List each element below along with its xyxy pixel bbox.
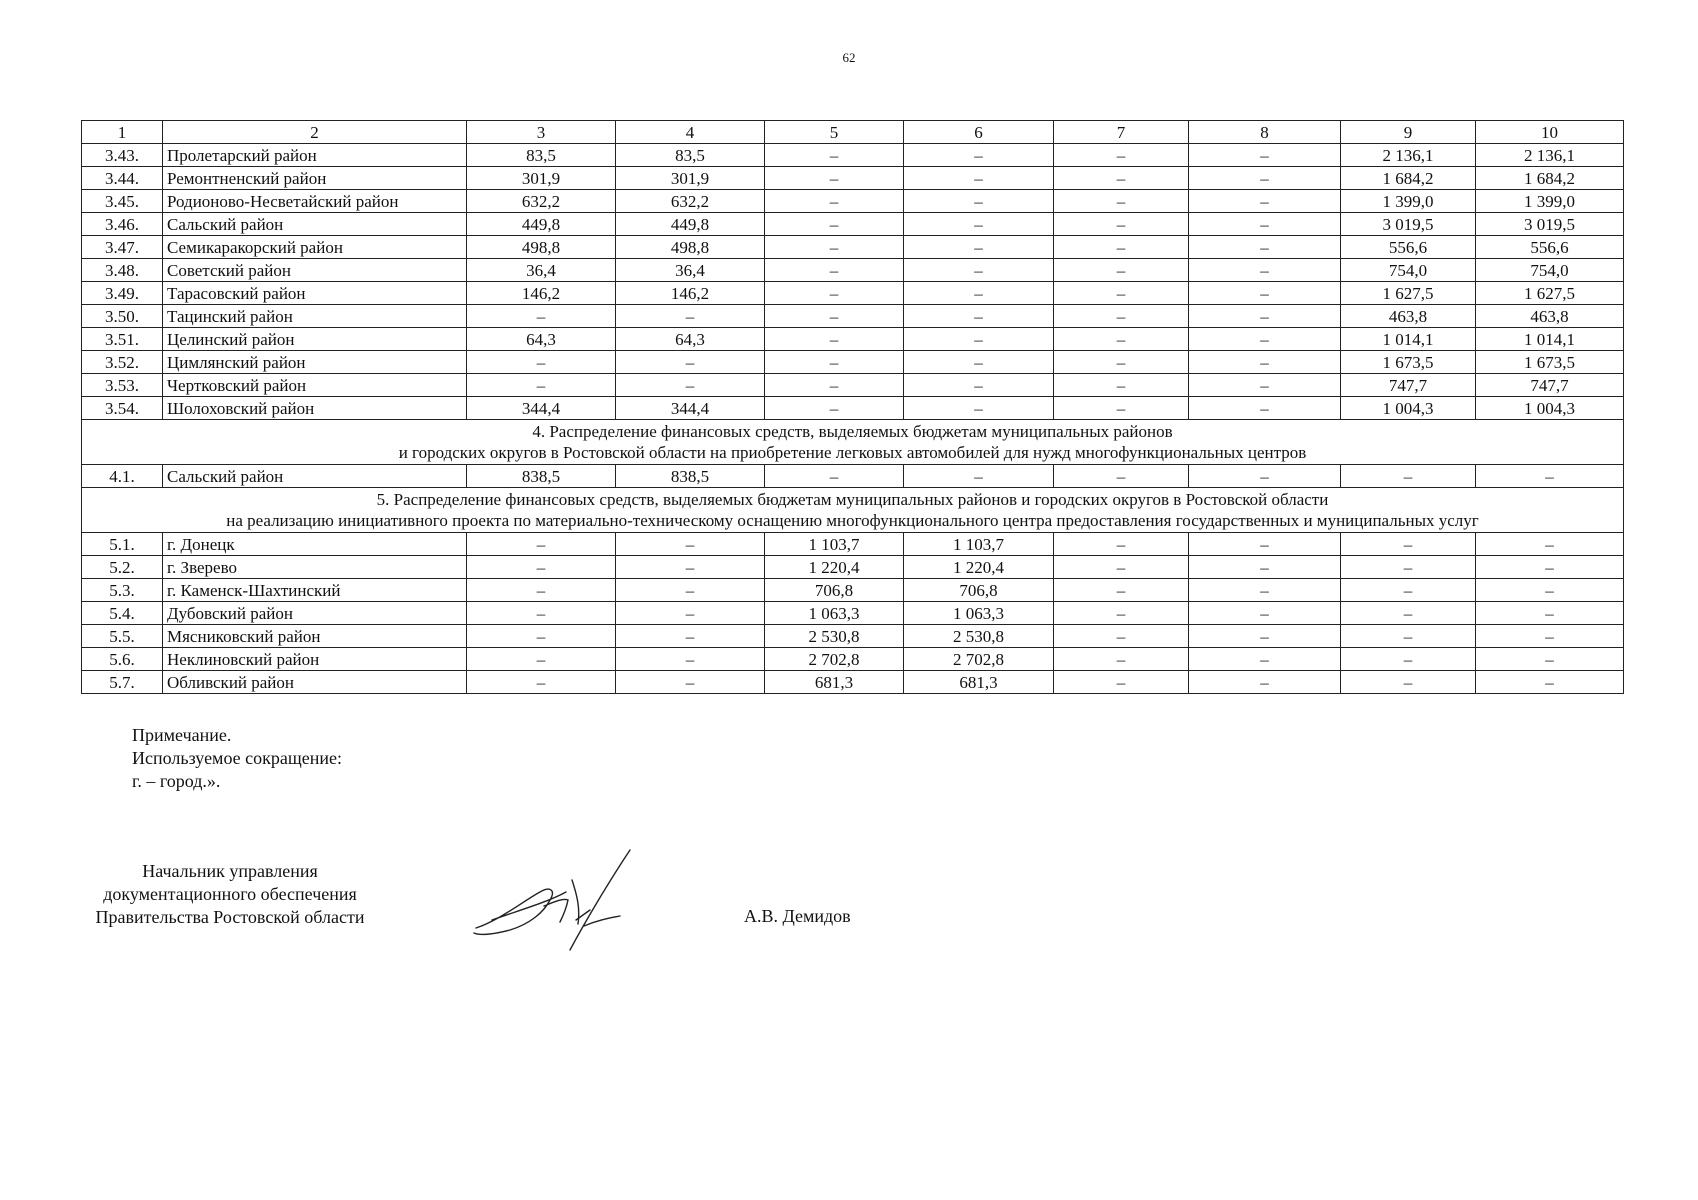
row-number-cell: 5.2. (82, 556, 163, 579)
value-cell: – (1054, 328, 1189, 351)
value-cell: 1 004,3 (1476, 397, 1624, 420)
value-cell: – (1189, 190, 1341, 213)
section-title (82, 488, 1624, 533)
table-row (82, 556, 1624, 579)
row-number-cell: 3.50. (82, 305, 163, 328)
value-cell: – (765, 259, 904, 282)
name-cell: Цимлянский район (163, 351, 467, 374)
value-cell: 1 103,7 (904, 533, 1054, 556)
name-cell: Ремонтненский район (163, 167, 467, 190)
value-cell: 2 136,1 (1341, 144, 1476, 167)
value-cell: 706,8 (765, 579, 904, 602)
value-cell: 681,3 (904, 671, 1054, 694)
value-cell: – (765, 374, 904, 397)
value-cell: – (467, 625, 616, 648)
value-cell: 747,7 (1341, 374, 1476, 397)
name-cell: Тацинский район (163, 305, 467, 328)
column-number-cell: 7 (1054, 121, 1189, 144)
note-abbrev-title: Используемое сокращение: (132, 748, 342, 768)
name-cell: Чертковский район (163, 374, 467, 397)
value-cell: – (904, 374, 1054, 397)
value-cell: 449,8 (467, 213, 616, 236)
value-cell: 706,8 (904, 579, 1054, 602)
value-cell: 146,2 (467, 282, 616, 305)
value-cell: – (765, 167, 904, 190)
value-cell: – (1054, 351, 1189, 374)
name-cell: г. Зверево (163, 556, 467, 579)
value-cell: 1 627,5 (1341, 282, 1476, 305)
column-number-cell: 4 (616, 121, 765, 144)
value-cell: – (1189, 259, 1341, 282)
value-cell: – (1189, 465, 1341, 488)
value-cell: 1 673,5 (1341, 351, 1476, 374)
value-cell: – (1054, 602, 1189, 625)
value-cell: 1 004,3 (1341, 397, 1476, 420)
value-cell: – (1476, 671, 1624, 694)
value-cell: – (1189, 397, 1341, 420)
value-cell: – (1054, 305, 1189, 328)
value-cell: – (904, 213, 1054, 236)
value-cell: – (1054, 190, 1189, 213)
table-row (82, 167, 1624, 190)
row-number-cell: 5.5. (82, 625, 163, 648)
value-cell: 754,0 (1476, 259, 1624, 282)
value-cell: – (1189, 625, 1341, 648)
value-cell: – (1189, 556, 1341, 579)
column-number-cell: 6 (904, 121, 1054, 144)
table-row (82, 236, 1624, 259)
value-cell: – (1189, 648, 1341, 671)
value-cell: 3 019,5 (1476, 213, 1624, 236)
value-cell: – (1189, 305, 1341, 328)
value-cell: – (1341, 465, 1476, 488)
value-cell: – (467, 305, 616, 328)
value-cell: 146,2 (616, 282, 765, 305)
name-cell: Тарасовский район (163, 282, 467, 305)
row-number-cell: 3.47. (82, 236, 163, 259)
value-cell: – (765, 465, 904, 488)
table-row (82, 305, 1624, 328)
name-cell: Родионово-Несветайский район (163, 190, 467, 213)
column-number-cell: 2 (163, 121, 467, 144)
table-row (82, 671, 1624, 694)
value-cell: 1 684,2 (1341, 167, 1476, 190)
row-number-cell: 5.7. (82, 671, 163, 694)
name-cell: Целинский район (163, 328, 467, 351)
value-cell: – (1341, 579, 1476, 602)
value-cell: – (904, 282, 1054, 305)
value-cell: – (616, 602, 765, 625)
value-cell: – (1054, 213, 1189, 236)
value-cell: – (1054, 374, 1189, 397)
table-row (82, 625, 1624, 648)
value-cell: – (904, 351, 1054, 374)
value-cell: – (1054, 465, 1189, 488)
value-cell: – (1341, 556, 1476, 579)
value-cell: – (1054, 579, 1189, 602)
value-cell: 681,3 (765, 671, 904, 694)
value-cell: – (904, 397, 1054, 420)
value-cell: – (904, 190, 1054, 213)
value-cell: – (1054, 282, 1189, 305)
table-row (82, 465, 1624, 488)
column-number-cell: 1 (82, 121, 163, 144)
value-cell: – (1054, 397, 1189, 420)
value-cell: 83,5 (467, 144, 616, 167)
value-cell: – (1189, 533, 1341, 556)
value-cell: 1 399,0 (1476, 190, 1624, 213)
value-cell: – (467, 351, 616, 374)
value-cell: – (467, 602, 616, 625)
note-title: Примечание. (132, 725, 232, 745)
row-number-cell: 5.3. (82, 579, 163, 602)
name-cell: Мясниковский район (163, 625, 467, 648)
value-cell: 36,4 (616, 259, 765, 282)
value-cell: – (467, 648, 616, 671)
value-cell: 36,4 (467, 259, 616, 282)
value-cell: – (1476, 533, 1624, 556)
table-row (82, 374, 1624, 397)
value-cell: 2 530,8 (765, 625, 904, 648)
table-row (82, 328, 1624, 351)
value-cell: 498,8 (616, 236, 765, 259)
value-cell: 301,9 (616, 167, 765, 190)
value-cell: – (765, 397, 904, 420)
section-4-header-row (82, 420, 1624, 465)
table-header-row (82, 121, 1624, 144)
value-cell: – (616, 351, 765, 374)
row-number-cell: 3.48. (82, 259, 163, 282)
value-cell: 344,4 (616, 397, 765, 420)
name-cell: Шолоховский район (163, 397, 467, 420)
value-cell: – (1189, 374, 1341, 397)
table-row (82, 282, 1624, 305)
row-number-cell: 3.44. (82, 167, 163, 190)
value-cell: 83,5 (616, 144, 765, 167)
table-row (82, 579, 1624, 602)
value-cell: – (1341, 602, 1476, 625)
value-cell: 1 063,3 (765, 602, 904, 625)
value-cell: 1 220,4 (765, 556, 904, 579)
value-cell: – (765, 351, 904, 374)
name-cell: Неклиновский район (163, 648, 467, 671)
section-5-header-row (82, 488, 1624, 533)
data-table (81, 120, 1624, 694)
value-cell: – (765, 213, 904, 236)
table-row (82, 648, 1624, 671)
value-cell: 449,8 (616, 213, 765, 236)
name-cell: Дубовский район (163, 602, 467, 625)
name-cell: г. Донецк (163, 533, 467, 556)
value-cell: – (1476, 465, 1624, 488)
value-cell: 632,2 (467, 190, 616, 213)
value-cell: – (616, 579, 765, 602)
value-cell: 838,5 (467, 465, 616, 488)
name-cell: Сальский район (163, 213, 467, 236)
value-cell: – (1189, 167, 1341, 190)
value-cell: – (1476, 602, 1624, 625)
table-row (82, 259, 1624, 282)
section-title-line-2: и городских округов в Ростовской области на приобретение легковых автомобилей для нужд многофункциональных центров (398, 443, 1307, 462)
column-number-cell: 9 (1341, 121, 1476, 144)
value-cell: – (1341, 648, 1476, 671)
value-cell: 2 702,8 (904, 648, 1054, 671)
position-line-2: документационного обеспечения (103, 884, 357, 904)
note-block (132, 724, 342, 793)
column-number-cell: 3 (467, 121, 616, 144)
name-cell: Обливский район (163, 671, 467, 694)
name-cell: Пролетарский район (163, 144, 467, 167)
name-cell: г. Каменск-Шахтинский (163, 579, 467, 602)
value-cell: – (765, 144, 904, 167)
value-cell: – (616, 648, 765, 671)
row-number-cell: 5.4. (82, 602, 163, 625)
value-cell: 1 063,3 (904, 602, 1054, 625)
value-cell: – (1189, 282, 1341, 305)
value-cell: – (1476, 579, 1624, 602)
value-cell: 64,3 (467, 328, 616, 351)
value-cell: – (1189, 579, 1341, 602)
value-cell: – (616, 556, 765, 579)
table-row (82, 213, 1624, 236)
value-cell: 632,2 (616, 190, 765, 213)
row-number-cell: 4.1. (82, 465, 163, 488)
value-cell: 838,5 (616, 465, 765, 488)
value-cell: – (904, 328, 1054, 351)
value-cell: – (765, 305, 904, 328)
value-cell: – (1189, 328, 1341, 351)
value-cell: – (904, 167, 1054, 190)
column-number-cell: 10 (1476, 121, 1624, 144)
value-cell: 3 019,5 (1341, 213, 1476, 236)
value-cell: – (765, 328, 904, 351)
value-cell: – (467, 374, 616, 397)
column-number-cell: 5 (765, 121, 904, 144)
table-row (82, 602, 1624, 625)
value-cell: 556,6 (1476, 236, 1624, 259)
value-cell: 1 103,7 (765, 533, 904, 556)
value-cell: – (1189, 351, 1341, 374)
value-cell: – (1054, 236, 1189, 259)
value-cell: – (765, 190, 904, 213)
page-number: 62 (842, 50, 856, 65)
value-cell: 2 136,1 (1476, 144, 1624, 167)
value-cell: 754,0 (1341, 259, 1476, 282)
value-cell: – (904, 259, 1054, 282)
row-number-cell: 3.52. (82, 351, 163, 374)
value-cell: – (467, 533, 616, 556)
value-cell: – (1341, 671, 1476, 694)
row-number-cell: 3.45. (82, 190, 163, 213)
table-row (82, 190, 1624, 213)
value-cell: – (1341, 625, 1476, 648)
value-cell: 556,6 (1341, 236, 1476, 259)
value-cell: – (616, 625, 765, 648)
value-cell: 2 530,8 (904, 625, 1054, 648)
value-cell: 1 014,1 (1341, 328, 1476, 351)
note-abbrev: г. – город.». (132, 771, 221, 791)
value-cell: 1 627,5 (1476, 282, 1624, 305)
row-number-cell: 5.6. (82, 648, 163, 671)
value-cell: – (1054, 167, 1189, 190)
row-number-cell: 3.46. (82, 213, 163, 236)
row-number-cell: 3.54. (82, 397, 163, 420)
value-cell: – (1189, 602, 1341, 625)
value-cell: 498,8 (467, 236, 616, 259)
column-number-cell: 8 (1189, 121, 1341, 144)
value-cell: 747,7 (1476, 374, 1624, 397)
value-cell: 301,9 (467, 167, 616, 190)
value-cell: 2 702,8 (765, 648, 904, 671)
value-cell: – (904, 236, 1054, 259)
row-number-cell: 3.51. (82, 328, 163, 351)
value-cell: – (1054, 671, 1189, 694)
value-cell: – (904, 465, 1054, 488)
section-title (82, 420, 1624, 465)
value-cell: – (1054, 625, 1189, 648)
value-cell: 1 399,0 (1341, 190, 1476, 213)
value-cell: 1 220,4 (904, 556, 1054, 579)
value-cell: – (1054, 144, 1189, 167)
value-cell: – (765, 282, 904, 305)
position-line-1: Начальник управления (142, 861, 318, 881)
table-row (82, 144, 1624, 167)
value-cell: – (1341, 533, 1476, 556)
row-number-cell: 5.1. (82, 533, 163, 556)
row-number-cell: 3.53. (82, 374, 163, 397)
value-cell: – (1054, 648, 1189, 671)
value-cell: – (1054, 259, 1189, 282)
table-row (82, 397, 1624, 420)
signatory-position (75, 860, 385, 929)
value-cell: – (1054, 533, 1189, 556)
name-cell: Советский район (163, 259, 467, 282)
table-row (82, 351, 1624, 374)
value-cell: – (1189, 236, 1341, 259)
value-cell: – (467, 579, 616, 602)
value-cell: – (1054, 556, 1189, 579)
value-cell: – (1476, 625, 1624, 648)
value-cell: – (1189, 213, 1341, 236)
value-cell: – (1476, 556, 1624, 579)
position-line-3: Правительства Ростовской области (95, 907, 365, 927)
value-cell: – (616, 533, 765, 556)
name-cell: Семикаракорский район (163, 236, 467, 259)
value-cell: 1 673,5 (1476, 351, 1624, 374)
value-cell: 463,8 (1341, 305, 1476, 328)
value-cell: – (1189, 671, 1341, 694)
value-cell: – (904, 144, 1054, 167)
row-number-cell: 3.49. (82, 282, 163, 305)
section-title-line-2: на реализацию инициативного проекта по материально-техническому оснащению многофункционального центра предоставления государственных и муниципальных услуг (226, 511, 1479, 530)
name-cell: Сальский район (163, 465, 467, 488)
value-cell: – (765, 236, 904, 259)
value-cell: – (904, 305, 1054, 328)
value-cell: 64,3 (616, 328, 765, 351)
signatory-name: А.В. Демидов (744, 906, 851, 926)
row-number-cell: 3.43. (82, 144, 163, 167)
value-cell: – (616, 374, 765, 397)
value-cell: – (1189, 144, 1341, 167)
value-cell: 1 014,1 (1476, 328, 1624, 351)
section-title-line-1: 4. Распределение финансовых средств, выделяемых бюджетам муниципальных районов (532, 422, 1173, 441)
value-cell: 463,8 (1476, 305, 1624, 328)
section-title-line-1: 5. Распределение финансовых средств, выделяемых бюджетам муниципальных районов и городских округов в Ростовской области (376, 490, 1329, 509)
value-cell: 344,4 (467, 397, 616, 420)
value-cell: – (467, 556, 616, 579)
value-cell: – (1476, 648, 1624, 671)
table-row (82, 533, 1624, 556)
handwritten-signature (470, 840, 670, 960)
value-cell: – (616, 671, 765, 694)
value-cell: 1 684,2 (1476, 167, 1624, 190)
value-cell: – (616, 305, 765, 328)
value-cell: – (467, 671, 616, 694)
